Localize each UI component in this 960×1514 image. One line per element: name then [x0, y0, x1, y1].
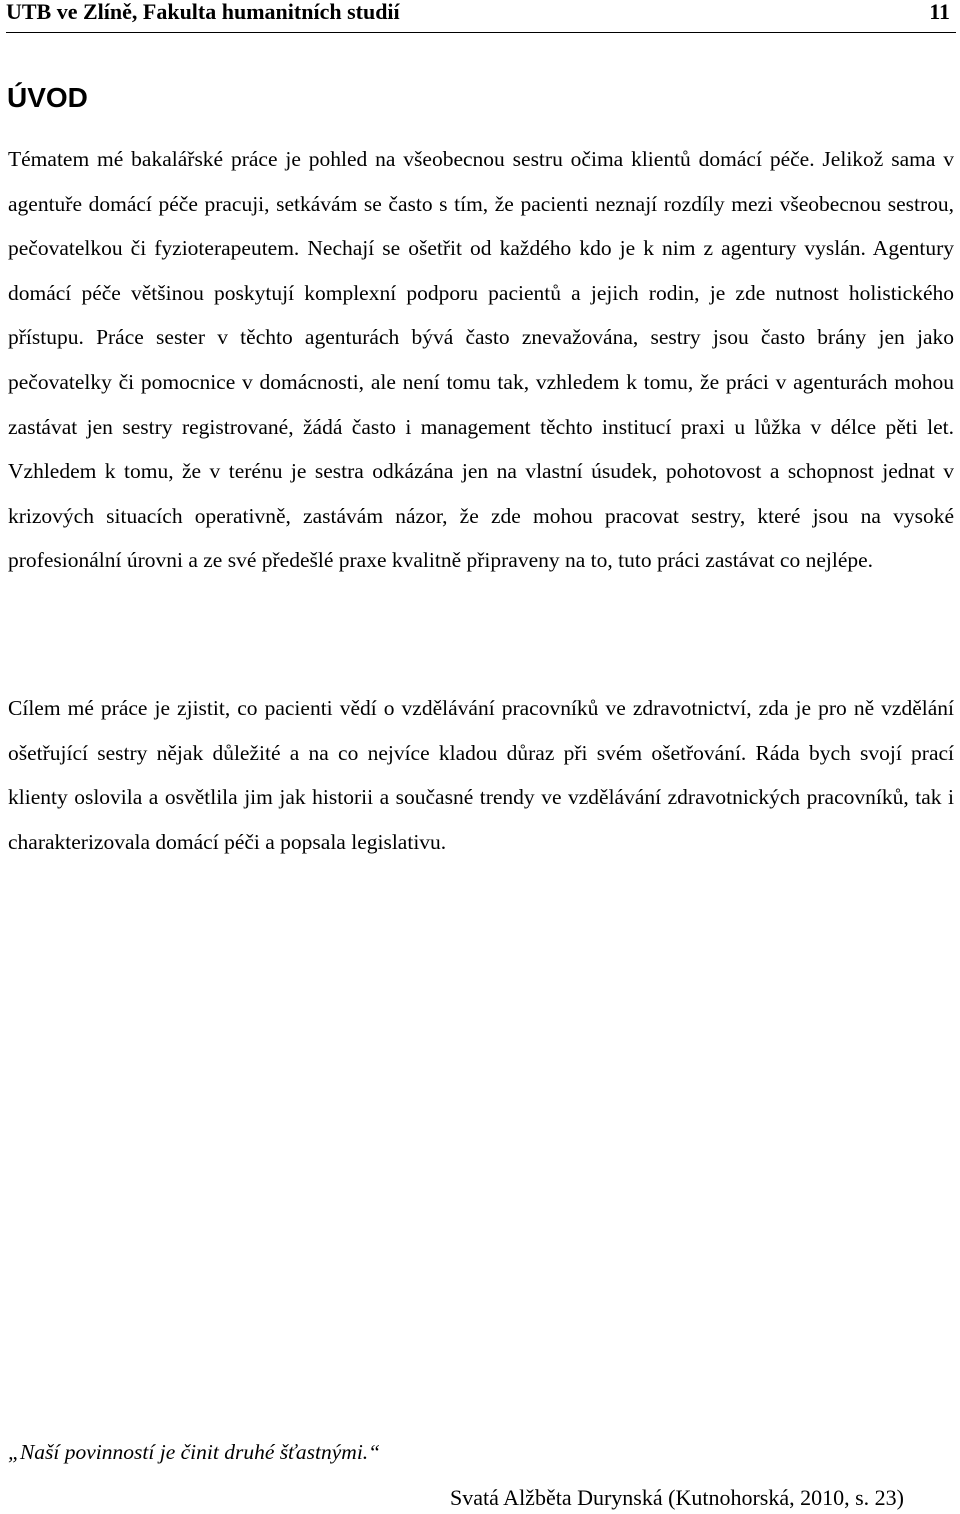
page-number: 11 — [929, 0, 950, 24]
motto-quote: „Naší povinností je činit druhé šťastnými.“ — [8, 1440, 381, 1464]
intro-paragraph-2: Cílem mé práce je zjistit, co pacienti vědí o vzdělávání pracovníků ve zdravotnictví, zda je pro ně vzdělání ošetřující sestry nějak důležité a na co nejvíce kladou důraz při svém ošetřování. Ráda bych svojí prací klienty oslovila a osvětlila jim jak historii a současné trendy ve vzdělávání zdravotnických pracovníků, tak i charakterizovala domácí péči a popsala legislativu. — [8, 696, 954, 854]
header-title: UTB ve Zlíně, Fakulta humanitních studií — [6, 0, 400, 24]
chapter-title: ÚVOD — [7, 82, 88, 113]
page-header — [6, 0, 956, 33]
motto-source: Svatá Alžběta Durynská (Kutnohorská, 2010, s. 23) — [450, 1485, 904, 1510]
intro-paragraph-1: Tématem mé bakalářské práce je pohled na všeobecnou sestru očima klientů domácí péče. Jelikož sama v agentuře domácí péče pracuji, setkávám se často s tím, že pacienti neznají rozdíly mezi všeobecnou sestrou, pečovatelkou či fyzioterapeutem. Nechají se ošetřit od každého kdo je k nim z agentury vyslán. Agentury domácí péče většinou poskytují komplexní podporu pacientů a jejich rodin, je zde nutnost holistického přístupu. Práce sester v těchto agenturách bývá často znevažována, sestry jsou často brány jen jako pečovatelky či pomocnice v domácnosti, ale není tomu tak, vzhledem k tomu, že práci v agenturách mohou zastávat jen sestry registrované, žádá často i management těchto institucí praxi u lůžka v délce pěti let. Vzhledem k tomu, že v terénu je sestra odkázána jen na vlastní úsudek, pohotovost a schopnost jednat v krizových situacích operativně, zastávám názor, že zde mohou pracovat sestry, které jsou na vysoké profesionální úrovni a ze své předešlé praxe kvalitně připraveny na to, tuto práci zastávat co nejlépe. — [8, 147, 954, 573]
